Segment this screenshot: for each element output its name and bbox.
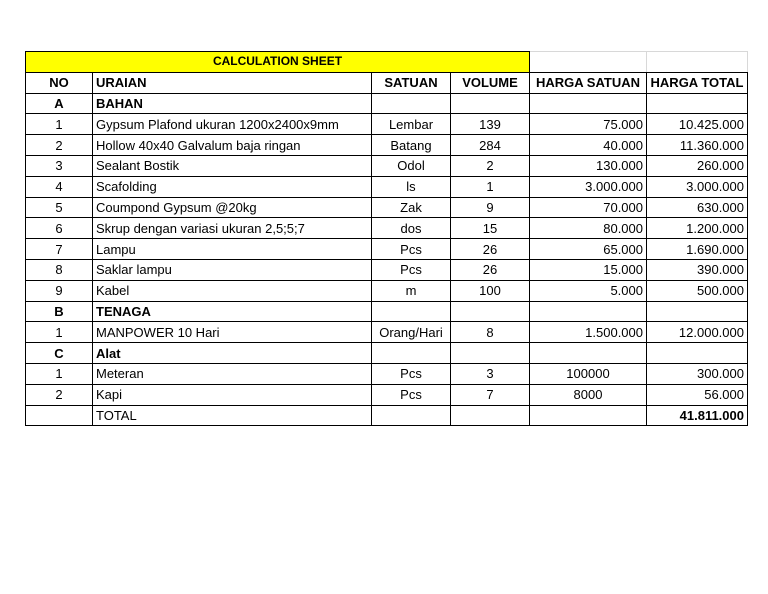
- empty-cell[interactable]: [372, 405, 451, 426]
- item-harga-total[interactable]: 11.360.000: [647, 135, 748, 156]
- item-uraian[interactable]: MANPOWER 10 Hari: [93, 322, 372, 343]
- header-satuan[interactable]: SATUAN: [372, 72, 451, 93]
- item-satuan[interactable]: Pcs: [372, 259, 451, 280]
- item-harga-satuan[interactable]: 65.000: [530, 239, 647, 260]
- header-no[interactable]: NO: [26, 72, 93, 93]
- item-row: [26, 280, 748, 301]
- item-harga-total[interactable]: 3.000.000: [647, 176, 748, 197]
- item-uraian[interactable]: Hollow 40x40 Galvalum baja ringan: [93, 135, 372, 156]
- item-row: [26, 322, 748, 343]
- section-code[interactable]: B: [26, 301, 93, 322]
- item-harga-satuan[interactable]: 15.000: [530, 259, 647, 280]
- item-harga-satuan[interactable]: 80.000: [530, 218, 647, 239]
- calculation-sheet-table: [25, 51, 748, 426]
- item-harga-satuan[interactable]: 1.500.000: [530, 322, 647, 343]
- item-volume[interactable]: 139: [451, 114, 530, 135]
- empty-cell[interactable]: [530, 405, 647, 426]
- item-no[interactable]: 1: [26, 363, 93, 384]
- item-satuan[interactable]: Pcs: [372, 239, 451, 260]
- item-uraian[interactable]: Kapi: [93, 384, 372, 405]
- item-satuan[interactable]: dos: [372, 218, 451, 239]
- item-volume[interactable]: 9: [451, 197, 530, 218]
- item-no[interactable]: 2: [26, 135, 93, 156]
- item-satuan[interactable]: Orang/Hari: [372, 322, 451, 343]
- item-satuan[interactable]: Odol: [372, 155, 451, 176]
- item-row: [26, 155, 748, 176]
- item-no[interactable]: 3: [26, 155, 93, 176]
- empty-cell[interactable]: [372, 343, 451, 364]
- empty-cell[interactable]: [530, 301, 647, 322]
- item-volume[interactable]: 2: [451, 155, 530, 176]
- item-volume[interactable]: 26: [451, 259, 530, 280]
- item-harga-satuan[interactable]: 70.000: [530, 197, 647, 218]
- empty-cell[interactable]: [451, 343, 530, 364]
- item-satuan[interactable]: Lembar: [372, 114, 451, 135]
- total-row: [26, 405, 748, 426]
- item-harga-total[interactable]: 1.690.000: [647, 239, 748, 260]
- item-uraian[interactable]: Kabel: [93, 280, 372, 301]
- item-no[interactable]: 5: [26, 197, 93, 218]
- item-volume[interactable]: 100: [451, 280, 530, 301]
- item-harga-total[interactable]: 500.000: [647, 280, 748, 301]
- total-label[interactable]: TOTAL: [93, 405, 372, 426]
- header-harga-satuan[interactable]: HARGA SATUAN: [530, 72, 647, 93]
- empty-cell[interactable]: [451, 301, 530, 322]
- item-volume[interactable]: 8: [451, 322, 530, 343]
- sheet-title[interactable]: CALCULATION SHEET: [26, 52, 530, 73]
- item-harga-satuan[interactable]: 5.000: [530, 280, 647, 301]
- item-satuan[interactable]: Batang: [372, 135, 451, 156]
- item-volume[interactable]: 1: [451, 176, 530, 197]
- title-row: [26, 52, 748, 73]
- item-row: [26, 239, 748, 260]
- item-harga-total[interactable]: 10.425.000: [647, 114, 748, 135]
- empty-cell[interactable]: [451, 405, 530, 426]
- total-value[interactable]: 41.811.000: [647, 405, 748, 426]
- item-satuan[interactable]: Pcs: [372, 384, 451, 405]
- item-satuan[interactable]: m: [372, 280, 451, 301]
- item-uraian[interactable]: Coumpond Gypsum @20kg: [93, 197, 372, 218]
- item-row: [26, 197, 748, 218]
- empty-cell[interactable]: [451, 93, 530, 114]
- header-harga-total[interactable]: HARGA TOTAL: [647, 72, 748, 93]
- item-uraian[interactable]: Scafolding: [93, 176, 372, 197]
- item-no[interactable]: 2: [26, 384, 93, 405]
- item-uraian[interactable]: Gypsum Plafond ukuran 1200x2400x9mm: [93, 114, 372, 135]
- section-row: [26, 301, 748, 322]
- empty-cell[interactable]: [372, 93, 451, 114]
- header-row: [26, 72, 748, 93]
- section-row: [26, 93, 748, 114]
- empty-cell[interactable]: [530, 343, 647, 364]
- section-code[interactable]: C: [26, 343, 93, 364]
- item-harga-total[interactable]: 1.200.000: [647, 218, 748, 239]
- item-satuan[interactable]: Pcs: [372, 363, 451, 384]
- item-volume[interactable]: 3: [451, 363, 530, 384]
- item-row: [26, 135, 748, 156]
- item-volume[interactable]: 7: [451, 384, 530, 405]
- item-harga-satuan[interactable]: 40.000: [530, 135, 647, 156]
- item-uraian[interactable]: Sealant Bostik: [93, 155, 372, 176]
- item-uraian[interactable]: Meteran: [93, 363, 372, 384]
- item-satuan[interactable]: ls: [372, 176, 451, 197]
- header-uraian[interactable]: URAIAN: [93, 72, 372, 93]
- item-no[interactable]: 1: [26, 114, 93, 135]
- item-harga-total[interactable]: 56.000: [647, 384, 748, 405]
- item-no[interactable]: 6: [26, 218, 93, 239]
- empty-cell[interactable]: [647, 301, 748, 322]
- item-harga-satuan[interactable]: 130.000: [530, 155, 647, 176]
- item-row: [26, 176, 748, 197]
- item-no[interactable]: 8: [26, 259, 93, 280]
- item-harga-total[interactable]: 260.000: [647, 155, 748, 176]
- item-uraian[interactable]: Lampu: [93, 239, 372, 260]
- item-uraian[interactable]: Skrup dengan variasi ukuran 2,5;5;7: [93, 218, 372, 239]
- item-volume[interactable]: 284: [451, 135, 530, 156]
- item-volume[interactable]: 15: [451, 218, 530, 239]
- section-name[interactable]: Alat: [93, 343, 372, 364]
- item-harga-total[interactable]: 12.000.000: [647, 322, 748, 343]
- item-row: [26, 384, 748, 405]
- item-no[interactable]: 1: [26, 322, 93, 343]
- empty-cell[interactable]: [647, 52, 748, 73]
- item-no[interactable]: 9: [26, 280, 93, 301]
- item-no[interactable]: 7: [26, 239, 93, 260]
- item-row: [26, 259, 748, 280]
- empty-cell[interactable]: [647, 93, 748, 114]
- item-row: [26, 218, 748, 239]
- item-no[interactable]: 4: [26, 176, 93, 197]
- item-harga-total[interactable]: 300.000: [647, 363, 748, 384]
- item-satuan[interactable]: Zak: [372, 197, 451, 218]
- section-name[interactable]: BAHAN: [93, 93, 372, 114]
- empty-cell[interactable]: [26, 405, 93, 426]
- item-row: [26, 363, 748, 384]
- item-harga-satuan[interactable]: 3.000.000: [530, 176, 647, 197]
- item-volume[interactable]: 26: [451, 239, 530, 260]
- empty-cell[interactable]: [647, 343, 748, 364]
- empty-cell[interactable]: [530, 52, 647, 73]
- item-harga-satuan[interactable]: 100000: [530, 363, 647, 384]
- empty-cell[interactable]: [372, 301, 451, 322]
- header-volume[interactable]: VOLUME: [451, 72, 530, 93]
- empty-cell[interactable]: [530, 93, 647, 114]
- item-harga-total[interactable]: 390.000: [647, 259, 748, 280]
- item-harga-satuan[interactable]: 8000: [530, 384, 647, 405]
- item-harga-satuan[interactable]: 75.000: [530, 114, 647, 135]
- section-name[interactable]: TENAGA: [93, 301, 372, 322]
- section-row: [26, 343, 748, 364]
- sheet-body: [26, 52, 748, 426]
- item-harga-total[interactable]: 630.000: [647, 197, 748, 218]
- section-code[interactable]: A: [26, 93, 93, 114]
- item-uraian[interactable]: Saklar lampu: [93, 259, 372, 280]
- item-row: [26, 114, 748, 135]
